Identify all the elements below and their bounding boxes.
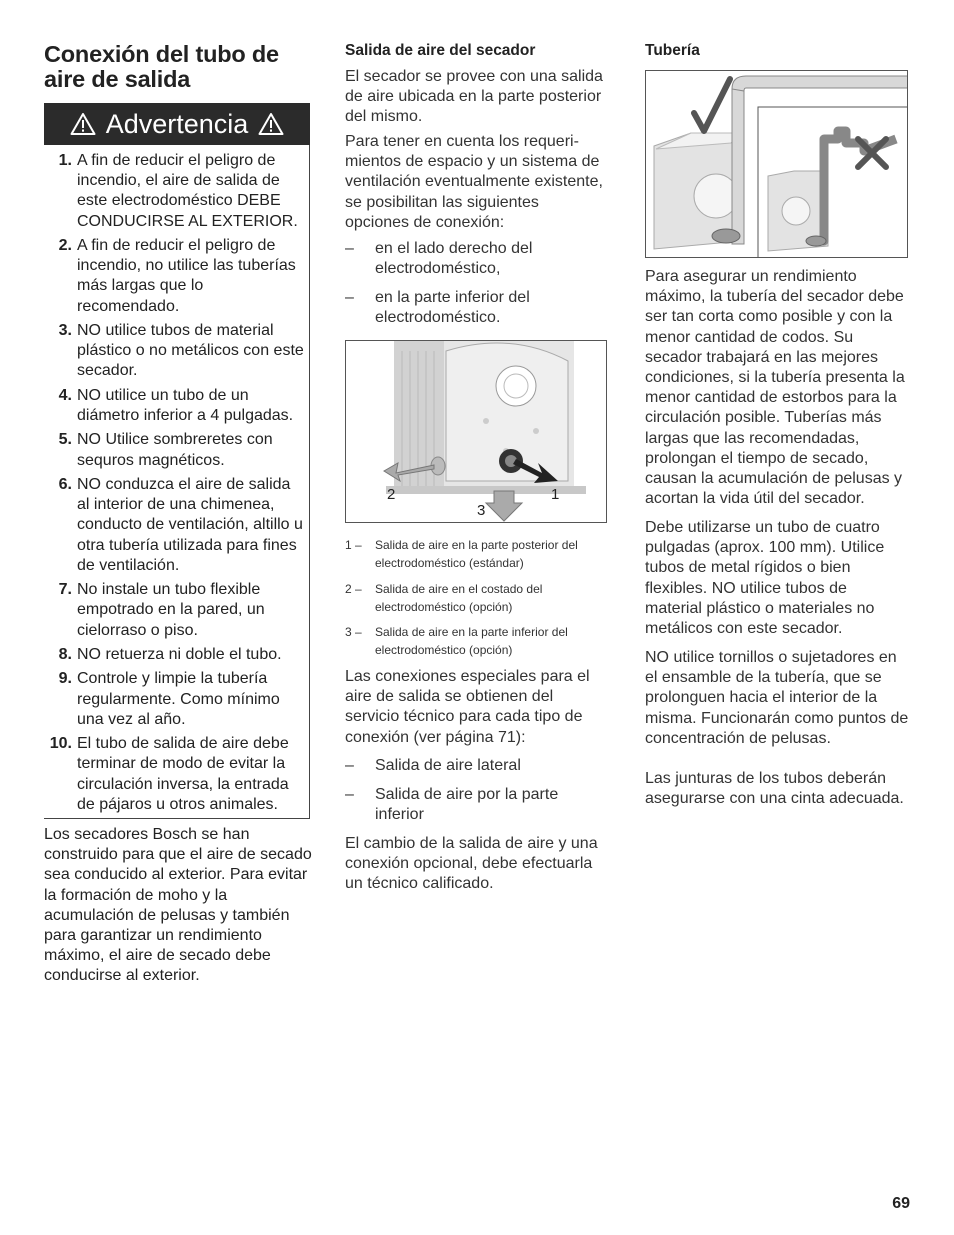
piping-paragraph-1: Para asegurar un rendimiento máximo, la tubería del secador debe ser tan corta como posible y con la menor cantidad de codos. Su secador trabajará en las mejores condiciones, si la tubería presenta la menor cantidad de estorbos para la circulación posible. Tuberías más largas que las recomendadas, prolongan el tiempo de secado, causan la acumulación de pelusas y acortan la vida útil del secador. [645, 268, 905, 508]
item-text: NO retuerza ni doble el tubo. [77, 645, 282, 663]
warning-item [44, 321, 306, 382]
special-item [345, 785, 611, 825]
page-number: 69 [892, 1195, 910, 1212]
caption-key: 3 – [345, 625, 362, 639]
item-text: Controle y limpie la tubería regularmente. Como mínimo una vez al año. [77, 670, 280, 728]
item-text: A fin de reducir el peligro de incendio, no utilice las tuberías más largas que lo recomendado. [77, 237, 296, 315]
piping-paragraph-3: NO utilice tornillos o sujetadores en el ensamble de la tubería, que se prolonguen hacia el interior de la misma. Funcionarán como puntos de concentración de pelusas. [645, 649, 909, 747]
figure-label-3: 3 [477, 502, 486, 519]
dash: – [345, 240, 354, 257]
figure-caption [345, 580, 615, 616]
outlet-paragraph-3: Las conexiones especiales para el aire de salida se obtienen del servicio técnico para cada tipo de conexión (ver página 71): [345, 668, 590, 746]
piping-paragraph-4: Las junturas de los tubos deberán asegurarse con una cinta adecuada. [645, 770, 904, 808]
warning-title: Advertencia [105, 108, 249, 139]
dash: – [345, 289, 354, 306]
warning-box [44, 103, 310, 819]
figure-label-2: 2 [387, 486, 396, 503]
warning-item [44, 386, 306, 426]
item-number: 6. [58, 475, 72, 493]
item-text: El tubo de salida de aire debe terminar de modo de evitar la circulación inversa, la entrada de pájaros u otros animales. [77, 735, 289, 813]
outlet-paragraph-2: Para tener en cuenta los requeri- mientos de espacio y un sistema de ventilación eventualmente existente, se posibilitan las siguientes opciones de conexión: [345, 133, 603, 231]
outlet-paragraph-1: El secador se provee con una salida de aire ubicada en la parte posterior del mismo. [345, 68, 603, 126]
item-text: NO Utilice sombreretes con sequros magnéticos. [77, 431, 273, 469]
warning-item [44, 669, 306, 730]
item-text: NO conduzca el aire de salida al interior de una chimenea, conducto de ventilación, altillo u otra tubería utilizada para fines de ventilación. [77, 475, 303, 574]
dash: – [345, 786, 354, 803]
caption-text: Salida de aire en la parte posterior del electrodoméstico (estándar) [375, 538, 578, 570]
warning-item [44, 151, 306, 232]
caption-text: Salida de aire en la parte inferior del electrodoméstico (opción) [375, 625, 568, 657]
item-text: A fin de reducir el peligro de incendio, el aire de salida de este electrodoméstico DEBE CONDUCIRSE AL EXTERIOR. [77, 152, 298, 230]
warning-item [44, 580, 306, 641]
item-number: 8. [58, 645, 72, 663]
item-text: NO utilice un tubo de un diámetro inferior a 4 pulgadas. [77, 386, 294, 424]
special-text: Salida de aire lateral [375, 757, 521, 774]
option-item [345, 239, 611, 279]
item-number: 1. [58, 152, 72, 169]
option-text: en la parte inferior del electrodoméstico. [375, 289, 530, 327]
outlet-heading: Salida de aire del secador [345, 42, 536, 59]
warning-triangle-icon [70, 112, 96, 136]
outlet-paragraph-4: El cambio de la salida de aire y una conexión opcional, debe efectuarla un técnico calificado. [345, 835, 598, 893]
item-text: NO utilice tubos de material plástico o no metálicos con este secador. [77, 322, 304, 380]
dryer-back-illustration [346, 341, 607, 523]
item-number: 3. [58, 322, 72, 339]
caption-key: 1 – [345, 538, 362, 552]
caption-text: Salida de aire en el costado del electrodoméstico (opción) [375, 582, 543, 614]
piping-illustration [646, 71, 908, 258]
option-text: en el lado derecho del electrodoméstico, [375, 240, 533, 278]
item-number: 2. [58, 237, 72, 254]
piping-figure [645, 70, 908, 258]
item-number: 9. [58, 670, 72, 688]
warning-item [44, 475, 306, 576]
warning-header [44, 103, 310, 145]
piping-paragraph-2: Debe utilizarse un tubo de cuatro pulgadas (aprox. 100 mm). Utilice tubos de metal rígidos o bien flexibles. NO utilice tubos de material plástico o materiales no metálicos con este secador. [645, 519, 885, 638]
page-heading: Conexión del tubo de aire de salida [44, 41, 279, 92]
warning-triangle-icon [258, 112, 284, 136]
item-number: 5. [58, 431, 72, 449]
dash: – [345, 757, 354, 774]
figure-label-1: 1 [551, 486, 560, 503]
warning-item [44, 236, 306, 317]
item-number: 10. [49, 735, 72, 753]
dryer-back-figure [345, 340, 607, 523]
item-number: 4. [58, 386, 72, 404]
figure-caption [345, 536, 615, 572]
figure-caption [345, 623, 615, 659]
warning-item [44, 430, 306, 470]
warning-item [44, 734, 306, 815]
special-text: Salida de aire por la parte inferior [375, 786, 559, 824]
special-item [345, 756, 611, 776]
option-item [345, 288, 611, 328]
caption-key: 2 – [345, 582, 362, 596]
warning-item [44, 645, 306, 665]
piping-heading: Tubería [645, 42, 700, 59]
intro-paragraph: Los secadores Bosch se han construido para que el aire de secado sea conducido al exterior. Para evitar la formación de moho y la acumulación de pelusas y también para garantizar un rendimiento máximo, el aire de secado debe conducirse al exterior. [44, 826, 312, 985]
item-number: 7. [58, 581, 72, 599]
warning-list [44, 151, 306, 819]
item-text: No instale un tubo flexible empotrado en la pared, un cielorraso o piso. [77, 581, 265, 639]
